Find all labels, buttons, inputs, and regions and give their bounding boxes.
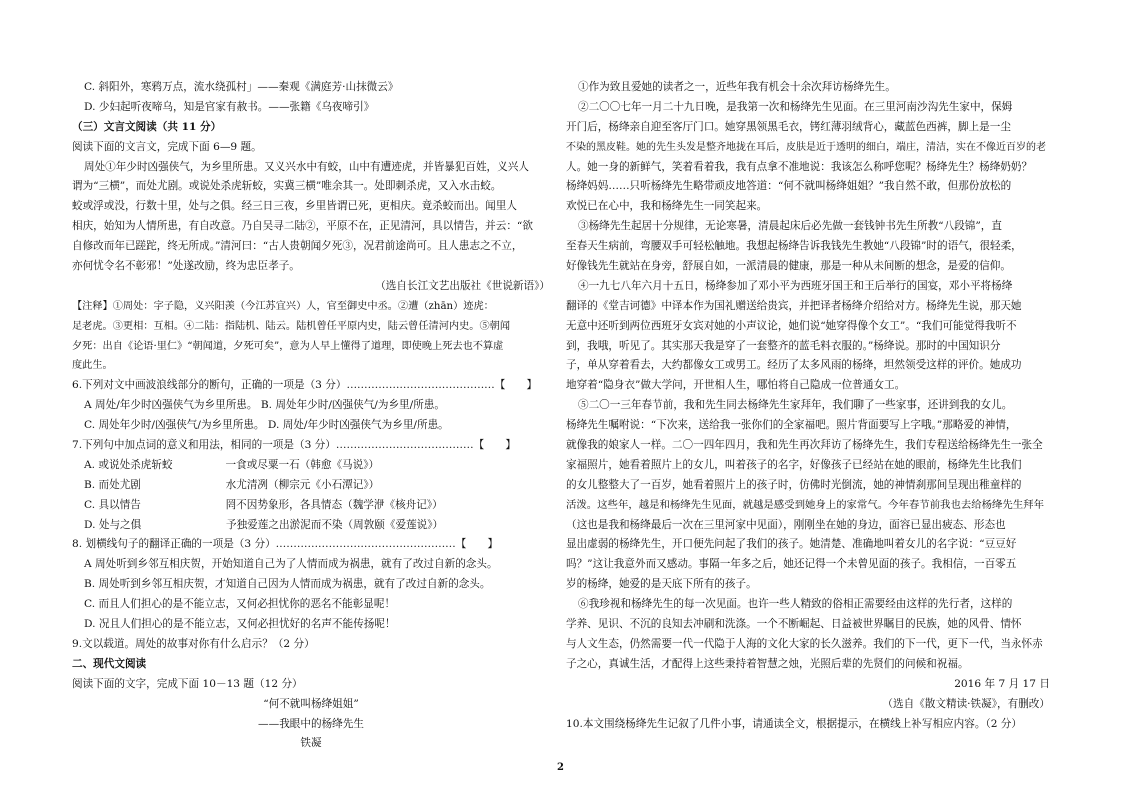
right-line-22: （这也是我和杨绛最后一次在三里河家中见面），刚刚坐在她的身边，面容已显出疲态、形态也 [566, 518, 1006, 531]
left-line-31: “何不就叫杨绛姐姐” [263, 697, 359, 710]
left-column [72, 78, 550, 754]
left-line-10: （选自长江文艺出版社《世说新语》） [375, 279, 550, 292]
left-line-15: 6.下列对文中画波浪线部分的断句，正确的一项是（3 分）……………………………………【 】 [72, 379, 538, 392]
left-line-32: ——我眼中的杨绛先生 [258, 717, 364, 730]
left-line-21: C. 具以情告 罔不因势象形，各具情态（魏学洢《核舟记》） [84, 498, 443, 511]
left-line-33: 铁凝 [300, 737, 322, 750]
right-line-30: 2016 年 7 月 17 日 [954, 677, 1050, 690]
left-line-16: A 周处/年少时凶强侠气为乡里所患。 B. 周处年少时/凶强侠气/为乡里/所患。 [84, 399, 445, 412]
right-line-28: 与人文生态，仍然需要一代一代隐于人海的文化大家的长久滋养。我们的下一代，更下一代，当永怀赤 [566, 637, 1043, 650]
right-line-24: 吗？”这让我意外而又感动。事隔一年多之后，她还记得一个未曾见面的孩子。我相信，一百零五 [566, 558, 1017, 571]
left-line-0: C. 斜阳外，寒鸦万点，流水绕孤村」——秦观《满庭芳·山抹微云》 [84, 81, 399, 93]
left-line-12: 足老虎。③更相：互相。④二陆：指陆机、陆云。陆机曾任平原内史，陆云曾任清河内史。⑤朝闻 [72, 320, 511, 332]
right-line-29: 子之心，真诚生活，才配得上这些秉持着智慧之烛，光照后辈的先贤们的问候和祝福。 [566, 657, 969, 670]
left-line-13: 夕死：出自《论语·里仁》“朝闻道，夕死可矣”，意为人早上懂得了道理，即使晚上死去也不算虚 [72, 340, 504, 352]
left-line-24: A 周处听到乡邻互相庆贺，开始知道自己为了人情而成为祸患，就有了改过自新的念头。 [84, 558, 498, 571]
right-line-10: ④一九七八年六月十五日，杨绛参加了邓小平为西班牙国王和王后举行的国宴，邓小平将杨绛 [578, 279, 1013, 292]
right-line-16: ⑤二〇一三年春节前，我和先生同去杨绛先生家拜年，我们聊了一些家事，还讲到我的女儿。 [578, 399, 1013, 412]
right-line-26: ⑥我珍视和杨绛先生的每一次见面。也许一些人精致的俗相正需要经由这样的先行者，这样的 [578, 598, 1013, 611]
right-line-0: ①作为致且爱她的读者之一，近些年我有机会十余次拜访杨绛先生。 [578, 81, 896, 93]
right-line-6: 欢悦已在心中，我和杨绛先生一同笑起来。 [566, 200, 768, 213]
left-line-1: D. 少妇起听夜啼乌，知是官家有赦书。——张籍《乌夜啼引》 [84, 100, 375, 113]
left-line-17: C. 周处年少时/凶强侠气/为乡里所患。 D. 周处/年少时凶强侠气为乡里/所患。 [84, 419, 449, 432]
left-line-2: （三）文言文阅读（共 11 分） [72, 120, 222, 133]
right-line-11: 翻译的《堂吉诃德》中译本作为国礼赠送给贵宾，并把译者杨绛介绍给对方。杨绛先生说，那天她 [566, 299, 1022, 312]
right-line-21: 活泼。这些年，越是和杨绛先生见面，就越是感受到她身上的家常气。今年春节前我也去给杨绛先生拜年 [566, 498, 1044, 511]
right-line-14: 子，单从穿着看去，大约都像女工或男工。经历了太多风雨的杨绛，坦然领受这样的评价。她成功 [566, 359, 1022, 372]
left-line-29: 二、现代文阅读 [72, 657, 147, 670]
left-line-22: D. 处与之俱 予独爱莲之出淤泥而不染（周敦颐《爱莲说》） [84, 518, 444, 531]
left-line-23: 8. 划横线句子的翻译正确的一项是（3 分）……………………………………………【 】 [72, 538, 499, 551]
right-line-5: 杨绛妈妈……只听杨绛先生略带顽皮地答道：“何不就叫杨绛姐姐？”我自然不敢，但那份放松的 [566, 180, 1012, 193]
right-line-12: 无意中还听到两位西班牙女宾对她的小声议论，她们说“她穿得像个女工”。“我们可能觉得我听不 [566, 319, 1017, 332]
right-line-19: 家福照片，她看着照片上的女儿，叫着孩子的名字，好像孩子已经站在她的眼前，杨绛先生比我们 [566, 458, 1022, 471]
left-line-11: 【注释】①周处：字子隐，义兴阳羡（今江苏宜兴）人，官至御史中丞。②遭（zhān）迹虎： [72, 300, 494, 312]
right-line-8: 至春天生病前，弯腰双手可轻松触地。我想起杨绛告诉我钱先生教她“八段锦”时的语气，很轻柔， [566, 240, 1022, 253]
right-line-31: （选自《散文精读·铁凝》，有删改） [882, 697, 1050, 710]
page-number: 2 [557, 762, 564, 773]
left-line-26: C. 而且人们担心的是不能立志，又何必担忧你的恶名不能彰显呢！ [84, 598, 396, 611]
left-line-20: B. 而处尤剧 水尤清冽（柳宗元《小石潭记》） [84, 478, 380, 491]
left-line-18: 7.下列句中加点词的意义和用法，相同的一项是（3 分）…………………………………【 】 [72, 439, 516, 452]
left-line-30: 阅读下面的文字，完成下面 10－13 题（12 分） [72, 677, 303, 690]
left-line-5: 谓为“三横”，而处尤剧。或说处杀虎斩蛟，实冀三横”唯余其一。处即刺杀虎，又入水击蛟。 [72, 180, 502, 193]
right-line-27: 学养、见识、不沉的良知去冲刷和洗涤。一个不断崛起、日益被世界瞩目的民族，她的风骨、情怀 [566, 618, 1022, 631]
right-line-23: 显出虚弱的杨绛先生，开口便先问起了我们的孩子。她清楚、准确地叫着女儿的名字说：“豆豆好 [566, 538, 1017, 551]
left-line-4: 周处①年少时凶强侠气，为乡里所患。又义兴水中有蛟，山中有遭迹虎，并皆暴犯百姓，义兴人 [84, 160, 529, 173]
right-line-32: 10.本文围绕杨绛先生记叙了几件小事，请通读全文，根据提示，在横线上补写相应内容。（2 分） [566, 717, 1022, 730]
left-line-14: 度此生。 [72, 360, 113, 372]
right-line-1: ②二〇〇七年一月二十九日晚，是我第一次和杨绛先生见面。在三里河南沙沟先生家中，保姆 [578, 100, 1013, 113]
left-line-25: B. 周处听到乡邻互相庆贺，才知道自己因为人情而成为祸患，就有了改过自新的念头。 [84, 578, 491, 591]
right-line-2: 开门后，杨绛亲自迎至客厅门口。她穿黑领黑毛衣，铐红薄羽绒背心，藏蓝色西裤，脚上是一尘 [566, 120, 1011, 133]
right-column [566, 78, 1050, 734]
right-line-9: 好像钱先生就站在身旁，舒展自如，一派清晨的健康，那是一种从未间断的想念，是爱的信仰。 [566, 260, 1011, 273]
right-line-4: 人。她一身的新鲜气，笑着看着我，我有点拿不准地说：我该怎么称呼您呢？杨绛先生？杨绛奶奶？ [566, 160, 1033, 173]
left-line-7: 相庆，始知为人情所患，有自改意。乃自吴寻二陆②，平原不在，正见清河，具以情告，并云：“欲 [72, 220, 533, 233]
left-line-6: 蛟或浮或没，行数十里，处与之俱。经三日三夜，乡里皆谓已死，更相庆。竟杀蛟而出。闻里人 [72, 200, 517, 213]
right-line-15: 地穿着“隐身衣”做大学问，开世相人生，哪怕将自己隐成一位普通女工。 [566, 379, 906, 392]
left-line-9: 亦何忧令名不彰邪！”处遂改励，终为忠臣孝子。 [72, 260, 300, 273]
left-line-3: 阅读下面的文言文，完成下面 6—9 题。 [72, 140, 262, 153]
right-line-13: 到，我哦，听见了。其实那天我是穿了一套整齐的蓝毛料衣服的。”杨绛说。那时的中国知识分 [566, 339, 1001, 352]
right-line-3: 不染的黑皮鞋。她的先生头发是整齐地拢在耳后，皮肤是近于透明的细白，端庄，清洁，实在不像近百岁的老 [566, 141, 1046, 153]
left-line-8: 自修改而年已蹉跎，终无所成。”清河曰：“古人贵朝闻夕死③，况君前途尚可。且人患志之不立， [72, 240, 523, 253]
left-line-27: D. 况且人们担心的是不能立志，又何必担忧好的名声不能传扬呢！ [84, 618, 396, 631]
left-line-28: 9.文以载道。周处的故事对你有什么启示？（2 分） [72, 637, 315, 650]
right-line-17: 杨绛先生嘱咐说：“下次来，送给我一张你们的全家福吧。照片背面要写上字哦。”那略爱的神情， [566, 419, 1017, 432]
right-line-7: ③杨绛先生起居十分规律，无论寒暑，清晨起床后必先做一套钱钟书先生所教“八段锦”，直 [578, 220, 1002, 233]
right-line-18: 就像我的娘家人一样。二〇一四年四月，我和先生再次拜访了杨绛先生，我们专程送给杨绛先生一张全 [566, 439, 1043, 452]
right-line-20: 的女儿整整大了一百岁，她看着照片上的孩子时，仿佛时光倒流，她的神情刹那间呈现出稚童样的 [566, 478, 1022, 491]
left-line-19: A. 或说处杀虎斩蛟 一食或尽粟一石（韩愈《马说》） [84, 458, 380, 471]
right-line-25: 岁的杨绛，她爱的是天底下所有的孩子。 [566, 578, 757, 591]
